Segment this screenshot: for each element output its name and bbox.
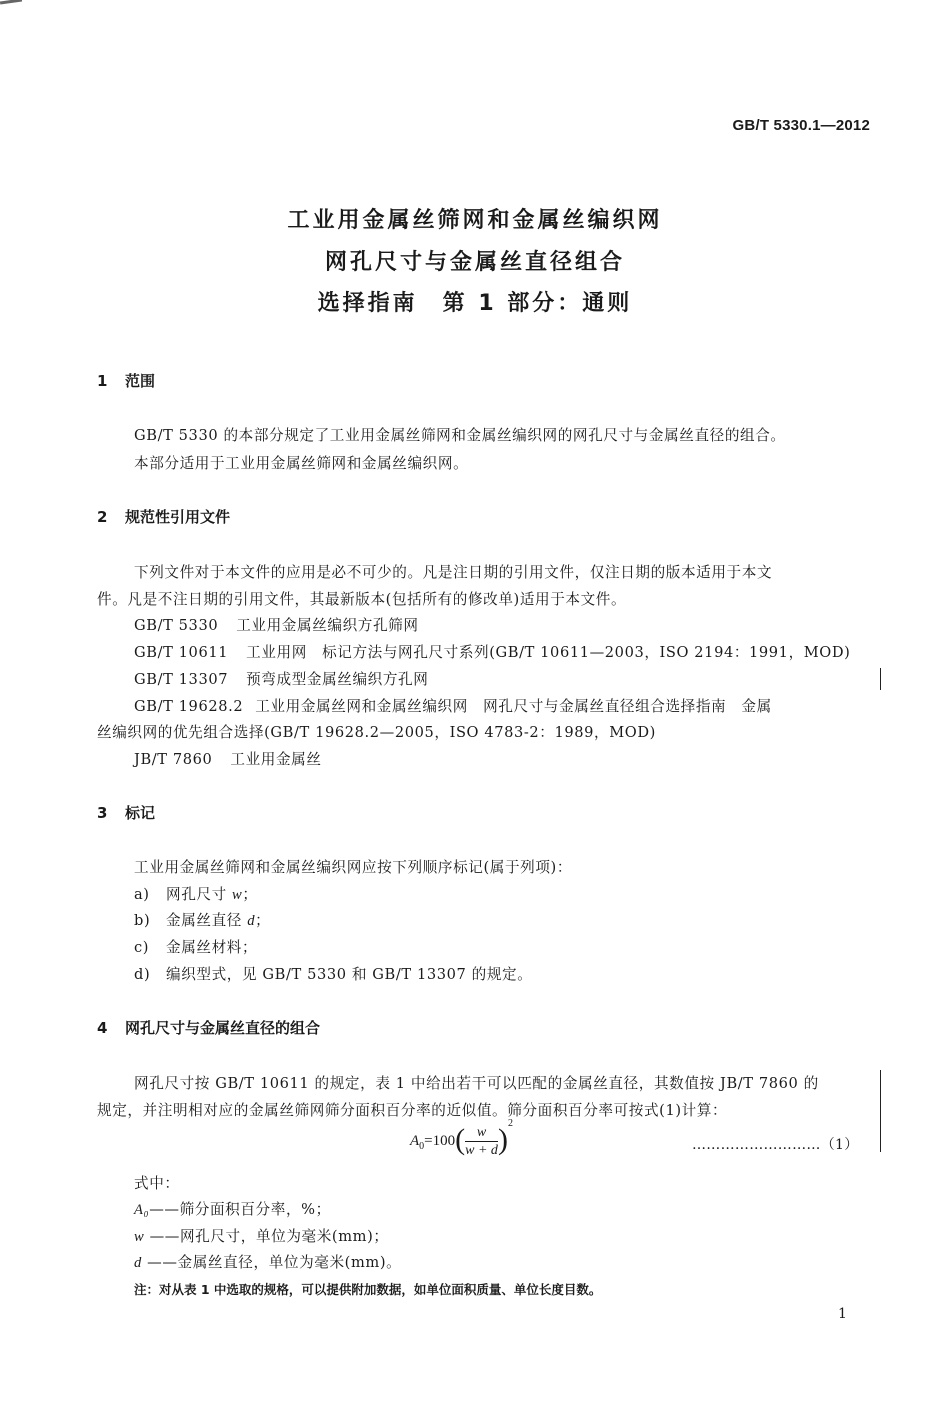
list-item [134, 936, 257, 957]
definition-text: ——网孔尺寸，单位为毫米(mm)； [144, 1228, 389, 1245]
section-4-heading [97, 1017, 320, 1038]
reference-item [134, 695, 772, 716]
list-letter: a) [134, 886, 150, 903]
list-text: 编织型式，见 GB/T 5330 和 GB/T 13307 的规定。 [166, 966, 533, 983]
formula-numerator: w [465, 1124, 498, 1142]
list-end: ； [242, 886, 258, 903]
note: 注：对从表 1 中选取的规格，可以提供附加数据，如单位面积质量、单位长度目数。 [134, 1282, 602, 1297]
list-variable: w [232, 887, 243, 903]
reference-code: GB/T 10611 [134, 644, 229, 661]
section-3-intro: 工业用金属丝筛网和金属丝编织网应按下列顺序标记(属于列项)： [134, 859, 573, 876]
section-1-heading [97, 370, 155, 391]
reference-item [134, 614, 419, 635]
reference-item [134, 668, 428, 689]
reference-code: GB/T 13307 [134, 671, 229, 688]
standard-number: GB/T 5330.1—2012 [732, 117, 870, 134]
formula-lhs-subscript: 0 [419, 1140, 425, 1152]
formula-number: ………………………（1） [692, 1137, 859, 1153]
list-variable: d [247, 913, 256, 929]
list-letter: c) [134, 939, 150, 956]
where-label: 式中： [134, 1175, 180, 1192]
title-line-3: 选择指南 第 1 部分：通则 [317, 291, 633, 316]
list-text: 金属丝材料； [166, 939, 258, 956]
reference-title: 预弯成型金属丝编织方孔网 [246, 671, 429, 688]
definition-symbol: w [134, 1229, 145, 1245]
reference-title: 工业用金属丝 [230, 751, 322, 768]
section-3-heading [97, 802, 155, 823]
definition-item [134, 1251, 401, 1272]
definition-text: ——金属丝直径，单位为毫米(mm)。 [141, 1254, 402, 1271]
section-4-paragraph-line-1: 网孔尺寸按 GB/T 10611 的规定，表 1 中给出若干可以匹配的金属丝直径，其数值按 JB/T 7860 的 [134, 1075, 819, 1092]
section-number: 1 [97, 372, 108, 390]
formula-equals: =100 [424, 1132, 456, 1149]
formula-denominator: w + d [465, 1143, 498, 1158]
section-number: 4 [97, 1019, 108, 1037]
list-letter: d) [134, 966, 151, 983]
section-title: 标记 [125, 804, 156, 822]
reference-code: GB/T 19628.2 [134, 698, 244, 715]
definition-text: ——筛分面积百分率，%； [149, 1201, 331, 1218]
section-number: 3 [97, 804, 108, 822]
section-2-heading [97, 506, 230, 527]
change-bar-2 [880, 1070, 881, 1152]
section-2-intro-line-1: 下列文件对于本文件的应用是必不可少的。凡是注日期的引用文件，仅注日期的版本适用于本文 [134, 564, 773, 581]
reference-title: 工业用网 标记方法与网孔尺寸系列(GB/T 10611—2003，ISO 2194：1991，MOD) [246, 644, 851, 661]
formula-fraction [465, 1124, 498, 1159]
section-number: 2 [97, 508, 108, 526]
definition-symbol: A₀ [134, 1202, 150, 1218]
reference-code: GB/T 5330 [134, 617, 219, 634]
formula-exponent: 2 [507, 1118, 513, 1129]
list-text: 网孔尺寸 [166, 886, 227, 903]
section-title: 范围 [125, 372, 156, 390]
list-text: 金属丝直径 [166, 912, 242, 929]
section-1-paragraph-1: GB/T 5330 的本部分规定了工业用金属丝筛网和金属丝编织网的网孔尺寸与金属丝直径的组合。 [134, 427, 786, 444]
definition-item [134, 1198, 331, 1219]
scan-corner-mark [0, 0, 22, 5]
section-title: 规范性引用文件 [125, 508, 231, 526]
list-item [134, 963, 532, 984]
title-line-2: 网孔尺寸与金属丝直径组合 [324, 250, 625, 275]
reference-item [134, 748, 322, 769]
list-end: ； [255, 912, 271, 929]
reference-title: 工业用金属丝网和金属丝编织网 网孔尺寸与金属丝直径组合选择指南 金属 [255, 698, 772, 715]
list-item [134, 883, 258, 904]
reference-code: JB/T 7860 [134, 751, 213, 768]
reference-item [134, 641, 850, 662]
page-number: 1 [838, 1306, 847, 1322]
formula: $A_0=100$( $\frac{w}{w + d}$ )$^2$ [410, 1118, 513, 1158]
section-2-intro-line-2: 件。凡是不注日期的引用文件，其最新版本(包括所有的修改单)适用于本文件。 [97, 591, 627, 608]
list-item [134, 909, 270, 930]
list-letter: b) [134, 912, 151, 929]
definition-symbol: d [134, 1255, 142, 1271]
definition-item [134, 1225, 389, 1246]
reference-continuation: 丝编织网的优先组合选择(GB/T 19628.2—2005，ISO 4783-2：1989，MOD) [97, 724, 656, 741]
section-1-paragraph-2: 本部分适用于工业用金属丝筛网和金属丝编织网。 [134, 455, 469, 472]
formula-lhs: A [410, 1132, 420, 1149]
title-line-1: 工业用金属丝筛网和金属丝编织网 [287, 208, 663, 233]
section-4-paragraph-line-2: 规定，并注明相对应的金属丝筛网筛分面积百分率的近似值。筛分面积百分率可按式(1)计算： [97, 1102, 728, 1119]
change-bar-1 [880, 668, 881, 690]
reference-title: 工业用金属丝编织方孔筛网 [236, 617, 419, 634]
section-title: 网孔尺寸与金属丝直径的组合 [125, 1019, 321, 1037]
